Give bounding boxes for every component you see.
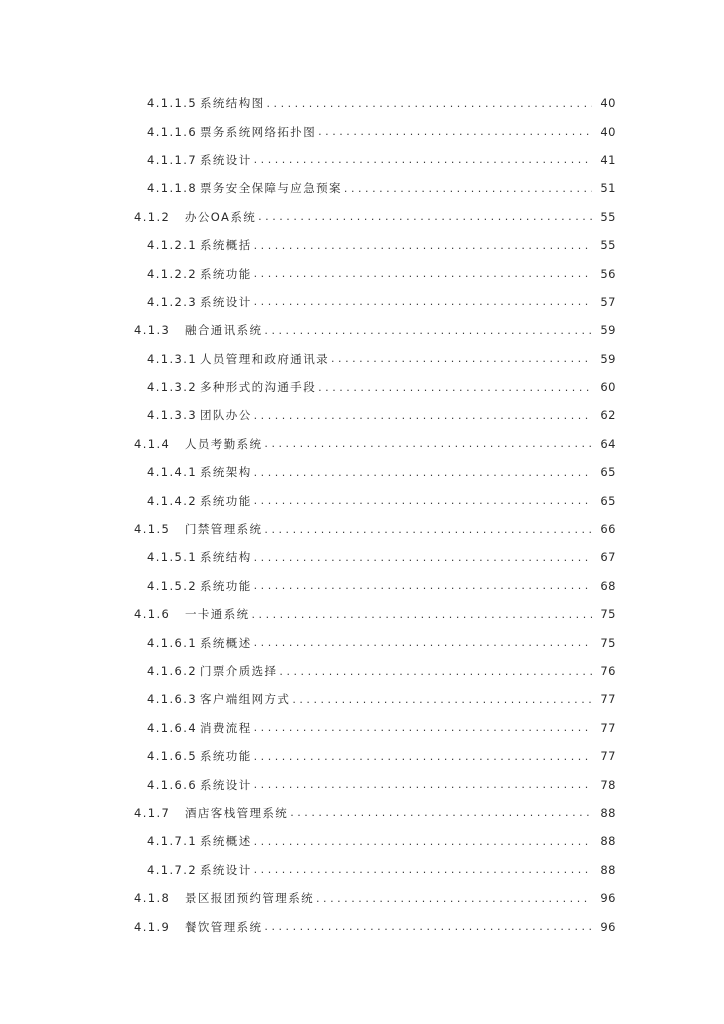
toc-entry-page-number: 77: [600, 692, 616, 707]
toc-entry[interactable]: [0, 770, 724, 798]
toc-entry-number: 4.1.1.8: [147, 181, 198, 196]
toc-entry-title: 客户端组网方式: [200, 692, 291, 707]
toc-dot-leader: [254, 153, 592, 166]
toc-entry-page-number: 64: [600, 436, 616, 451]
toc-entry-page-number: 67: [600, 550, 616, 565]
toc-entry-page-number: 75: [600, 607, 616, 622]
toc-entry-page-number: 96: [600, 891, 616, 906]
toc-entry-page-number: 40: [600, 96, 616, 111]
toc-entry[interactable]: [0, 657, 724, 685]
toc-entry-title: 团队办公: [200, 408, 252, 423]
toc-entry-page-number: 59: [600, 323, 616, 338]
toc-entry-number: 4.1.4.1: [147, 465, 198, 480]
toc-entry-page-number: 78: [600, 777, 616, 792]
toc-entry-number: 4.1.6.5: [147, 749, 198, 764]
toc-entry[interactable]: [0, 486, 724, 514]
toc-dot-leader: [264, 324, 592, 337]
toc-dot-leader: [258, 210, 592, 223]
toc-dot-leader: [254, 551, 592, 564]
toc-entry[interactable]: [0, 288, 724, 316]
toc-entry[interactable]: [0, 912, 724, 940]
toc-entry[interactable]: [0, 685, 724, 713]
toc-entry-title: 系统功能: [200, 266, 252, 281]
toc-entry-title: 消费流程: [200, 720, 252, 735]
toc-dot-leader: [254, 863, 592, 876]
toc-entry-number: 4.1.7.1: [147, 834, 198, 849]
toc-entry[interactable]: [0, 515, 724, 543]
toc-entry[interactable]: [0, 827, 724, 855]
toc-entry-page-number: 76: [600, 664, 616, 678]
toc-entry-number: 4.1.1.5: [147, 96, 198, 111]
toc-entry[interactable]: [0, 203, 724, 231]
toc-entry[interactable]: [0, 430, 724, 458]
toc-dot-leader: [316, 892, 592, 905]
toc-entry-page-number: 88: [600, 805, 616, 820]
toc-entry-number: 4.1.3.1: [147, 351, 198, 366]
toc-entry[interactable]: [0, 231, 724, 259]
toc-entry-title: 门禁管理系统: [185, 522, 263, 537]
toc-entry-title: 人员管理和政府通讯录: [200, 351, 329, 366]
toc-dot-leader: [318, 125, 592, 138]
toc-entry[interactable]: [0, 259, 724, 287]
toc-entry-number: 4.1.3: [134, 323, 171, 338]
toc-entry-page-number: 66: [600, 522, 616, 537]
toc-entry[interactable]: [0, 345, 724, 373]
toc-dot-leader: [252, 608, 593, 621]
toc-dot-leader: [292, 693, 592, 706]
toc-entry-page-number: 55: [600, 209, 616, 224]
toc-dot-leader: [279, 665, 592, 678]
toc-entry-number: 4.1.1.7: [147, 152, 198, 167]
toc-dot-leader: [254, 267, 592, 280]
toc-entry[interactable]: [0, 742, 724, 770]
toc-entry-title: 系统设计: [200, 294, 252, 309]
toc-dot-leader: [254, 835, 592, 848]
toc-entry-number: 4.1.6.2: [147, 664, 198, 678]
toc-entry-page-number: 65: [600, 493, 616, 508]
toc-entry-title: 系统结构图: [200, 96, 265, 111]
toc-entry[interactable]: [0, 799, 724, 827]
toc-dot-leader: [331, 352, 592, 365]
toc-entry-title: 系统设计: [200, 862, 252, 877]
toc-entry-number: 4.1.2.1: [147, 238, 198, 253]
toc-dot-leader: [254, 295, 592, 308]
toc-dot-leader: [254, 466, 592, 479]
toc-entry-title: 酒店客栈管理系统: [185, 805, 289, 820]
toc-entry-number: 4.1.2.3: [147, 294, 198, 309]
toc-entry-title: 票务系统网络拓扑图: [200, 124, 317, 139]
toc-entry-page-number: 75: [600, 635, 616, 650]
toc-entry-title: 系统功能: [200, 578, 252, 593]
toc-dot-leader: [254, 239, 592, 252]
toc-entry-page-number: 55: [600, 238, 616, 253]
toc-entry-title: 景区报团预约管理系统: [185, 891, 314, 906]
toc-entry-number: 4.1.3.3: [147, 408, 198, 423]
toc-entry[interactable]: [0, 600, 724, 628]
toc-entry[interactable]: [0, 174, 724, 202]
toc-entry-title: 系统概述: [200, 635, 252, 650]
toc-entry-title: 餐饮管理系统: [185, 919, 263, 934]
toc-entry[interactable]: [0, 884, 724, 912]
toc-entry-title: 系统概述: [200, 834, 252, 849]
toc-entry[interactable]: [0, 89, 724, 117]
toc-dot-leader: [254, 636, 592, 649]
toc-entry-number: 4.1.8: [134, 891, 171, 906]
toc-entry-title: 人员考勤系统: [185, 436, 263, 451]
toc-entry-title: 多种形式的沟通手段: [200, 380, 317, 395]
toc-entry-page-number: 51: [600, 181, 616, 196]
toc-dot-leader: [264, 523, 592, 536]
toc-entry-page-number: 41: [600, 152, 616, 167]
toc-entry[interactable]: [0, 543, 724, 571]
toc-dot-leader: [267, 97, 593, 110]
toc-entry-number: 4.1.6.6: [147, 777, 198, 792]
toc-entry-number: 4.1.6.1: [147, 635, 198, 650]
toc-entry-number: 4.1.5: [134, 522, 171, 537]
toc-dot-leader: [318, 381, 592, 394]
toc-entry-number: 4.1.6.3: [147, 692, 198, 707]
toc-entry-page-number: 56: [600, 266, 616, 281]
toc-entry-title: 票务安全保障与应急预案: [200, 181, 342, 196]
toc-entry[interactable]: [0, 117, 724, 145]
toc-entry[interactable]: [0, 714, 724, 742]
toc-dot-leader: [264, 437, 592, 450]
toc-entry-page-number: 77: [600, 749, 616, 764]
toc-entry-number: 4.1.7.2: [147, 862, 198, 877]
toc-entry[interactable]: [0, 856, 724, 884]
toc-dot-leader: [344, 182, 592, 195]
toc-entry-page-number: 77: [600, 720, 616, 735]
toc-entry-page-number: 96: [600, 919, 616, 934]
toc-dot-leader: [264, 920, 592, 933]
toc-entry[interactable]: [0, 401, 724, 429]
toc-entry-page-number: 65: [600, 465, 616, 480]
toc-entry-page-number: 59: [600, 351, 616, 366]
toc-entry[interactable]: [0, 572, 724, 600]
toc-entry-number: 4.1.1.6: [147, 124, 198, 139]
toc-entry-title: 门票介质选择: [200, 664, 278, 678]
toc-entry-number: 4.1.2.2: [147, 266, 198, 281]
toc-dot-leader: [254, 579, 592, 592]
toc-entry-title: 一卡通系统: [185, 607, 250, 622]
toc-entry-number: 4.1.5.2: [147, 578, 198, 593]
toc-entry-title: 系统设计: [200, 152, 252, 167]
toc-entry-page-number: 68: [600, 578, 616, 593]
toc-entry-page-number: 40: [600, 124, 616, 139]
toc-dot-leader: [254, 721, 592, 734]
toc-entry[interactable]: [0, 146, 724, 174]
toc-entry[interactable]: [0, 373, 724, 401]
toc-entry[interactable]: [0, 316, 724, 344]
toc-entry-title: 系统结构: [200, 550, 252, 565]
toc-entry[interactable]: [0, 628, 724, 656]
toc-entry-page-number: 88: [600, 834, 616, 849]
toc-entry-number: 4.1.2: [134, 209, 171, 224]
toc-entry-number: 4.1.4: [134, 436, 171, 451]
toc-entry-title: 办公OA系统: [185, 209, 257, 224]
toc-dot-leader: [254, 778, 592, 791]
toc-dot-leader: [254, 409, 592, 422]
toc-entry-title: 系统功能: [200, 749, 252, 764]
toc-entry-number: 4.1.4.2: [147, 493, 198, 508]
table-of-contents: [0, 89, 724, 941]
toc-dot-leader: [290, 806, 592, 819]
toc-entry-page-number: 88: [600, 862, 616, 877]
toc-dot-leader: [254, 750, 592, 763]
toc-entry-title: 系统设计: [200, 777, 252, 792]
toc-entry-number: 4.1.5.1: [147, 550, 198, 565]
toc-entry-page-number: 60: [600, 380, 616, 395]
toc-entry-page-number: 62: [600, 408, 616, 423]
toc-entry-number: 4.1.9: [134, 919, 171, 934]
toc-entry-title: 融合通讯系统: [185, 323, 263, 338]
toc-entry-title: 系统架构: [200, 465, 252, 480]
toc-entry[interactable]: [0, 458, 724, 486]
toc-entry-number: 4.1.3.2: [147, 380, 198, 395]
toc-entry-number: 4.1.6: [134, 607, 171, 622]
toc-dot-leader: [254, 494, 592, 507]
toc-entry-number: 4.1.7: [134, 805, 171, 820]
toc-entry-page-number: 57: [600, 294, 616, 309]
toc-entry-title: 系统功能: [200, 493, 252, 508]
toc-entry-title: 系统概括: [200, 238, 252, 253]
toc-entry-number: 4.1.6.4: [147, 720, 198, 735]
